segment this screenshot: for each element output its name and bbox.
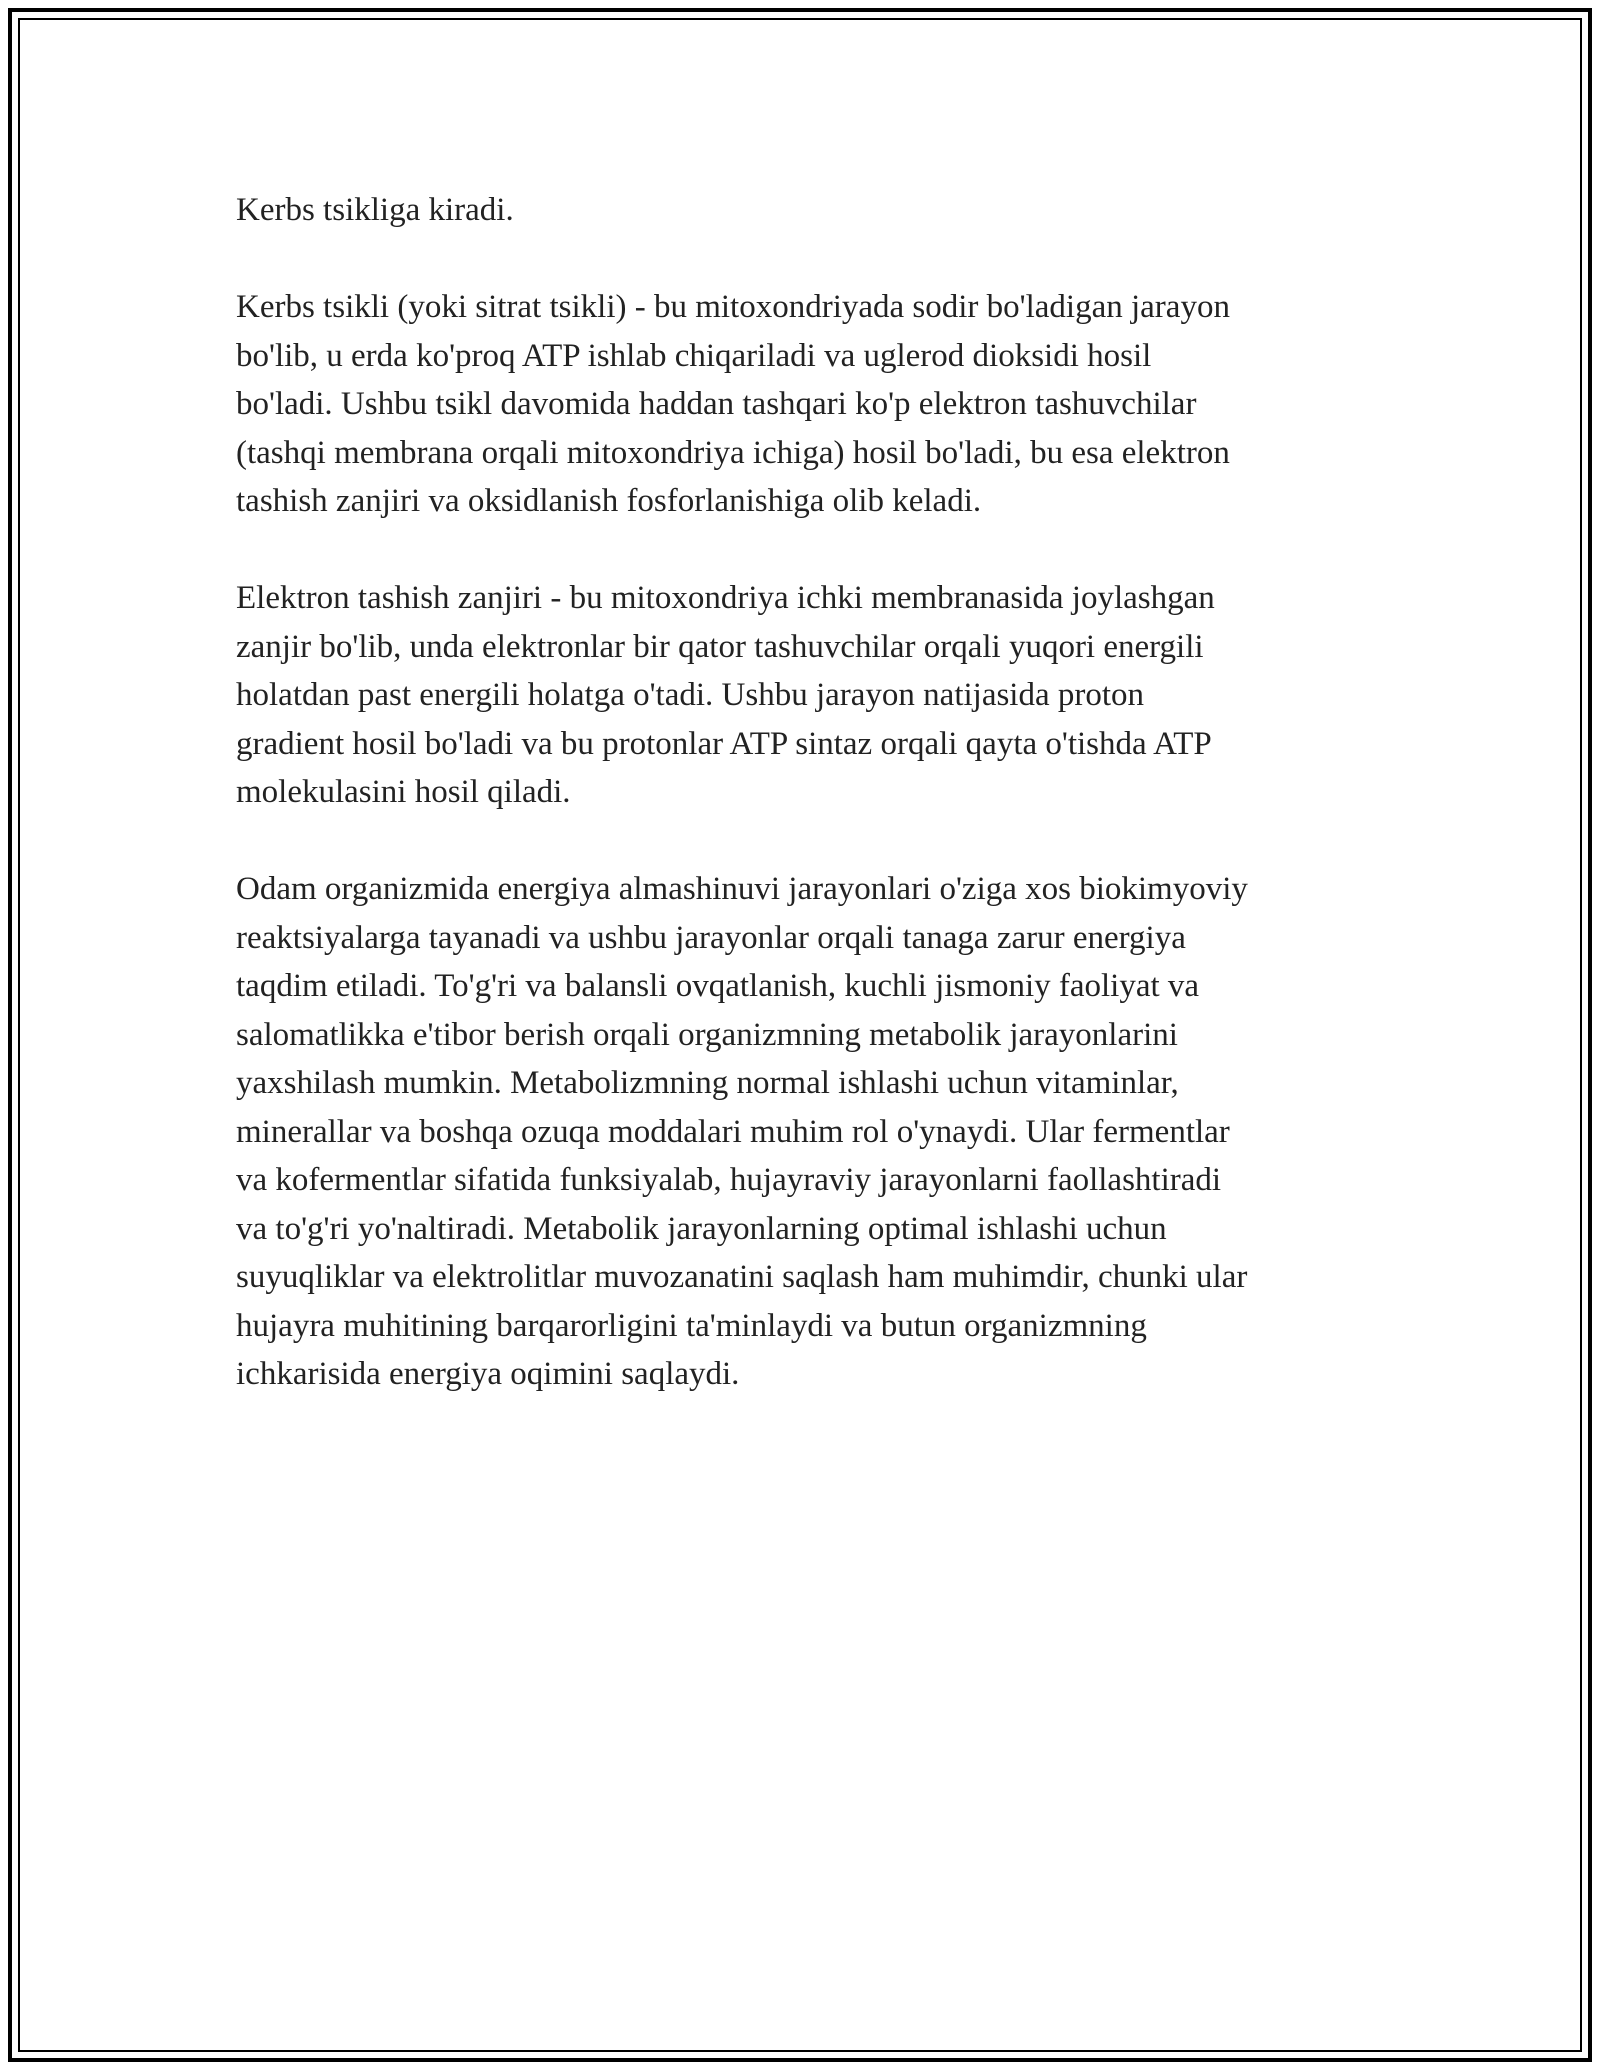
text-line: yaxshilash mumkin. Metabolizmning normal ishlashi uchun vitaminlar, [236, 1065, 1179, 1101]
text-line: reaktsiyalarga tayanadi va ushbu jarayonlar orqali tanaga zarur energiya [236, 919, 1186, 956]
paragraph-3 [236, 574, 1386, 817]
text-line: ichkarisida energiya oqimini saqlaydi. [236, 1356, 740, 1392]
text-line: bo'lib, u erda ko'proq ATP ishlab chiqariladi va uglerod dioksidi hosil [236, 337, 1152, 374]
paragraph-2 [236, 283, 1386, 526]
text-line: Elektron tashish zanjiri - bu mitoxondriya ichki membranasida joylashgan [236, 580, 1215, 616]
document-body [236, 186, 1386, 1447]
text-line: va kofermentlar sifatida funksiyalab, hujayraviy jarayonlarni faollashtiradi [236, 1162, 1222, 1198]
text-line: hujayra muhitining barqarorligini ta'minlaydi va butun organizmning [236, 1307, 1147, 1344]
text-line: holatdan past energili holatga o'tadi. Ushbu jarayon natijasida proton [236, 677, 1145, 713]
text-line: suyuqliklar va elektrolitlar muvozanatini saqlash ham muhimdir, chunki ular [236, 1259, 1248, 1295]
text-line: va to'g'ri yo'naltiradi. Metabolik jarayonlarning optimal ishlashi uchun [236, 1210, 1167, 1247]
text-line: Kerbs tsikli (yoki sitrat tsikli) - bu mitoxondriyada sodir bo'ladigan jarayon [236, 289, 1230, 325]
text-line: gradient hosil bo'ladi va bu protonlar ATP sintaz orqali qayta o'tishda ATP [236, 725, 1212, 762]
text-line: bo'ladi. Ushbu tsikl davomida haddan tashqari ko'p elektron tashuvchilar [236, 386, 1197, 422]
text-line: molekulasini hosil qiladi. [236, 774, 571, 810]
paragraph-1 [236, 186, 1386, 235]
text-line: (tashqi membrana orqali mitoxondriya ichiga) hosil bo'ladi, bu esa elektron [236, 434, 1230, 471]
text-line: salomatlikka e'tibor berish orqali organizmning metabolik jarayonlarini [236, 1016, 1178, 1053]
text-line: Odam organizmida energiya almashinuvi jarayonlari o'ziga xos biokimyoviy [236, 871, 1248, 907]
text-line: zanjir bo'lib, unda elektronlar bir qator tashuvchilar orqali yuqori energili [236, 628, 1204, 665]
text-line: Kerbs tsikliga kiradi. [236, 192, 514, 228]
paragraph-4 [236, 865, 1386, 1399]
text-line: tashish zanjiri va oksidlanish fosforlanishiga olib keladi. [236, 483, 982, 519]
text-line: minerallar va boshqa ozuqa moddalari muhim rol o'ynaydi. Ular fermentlar [236, 1113, 1230, 1150]
text-line: taqdim etiladi. To'g'ri va balansli ovqatlanish, kuchli jismoniy faoliyat va [236, 968, 1200, 1004]
